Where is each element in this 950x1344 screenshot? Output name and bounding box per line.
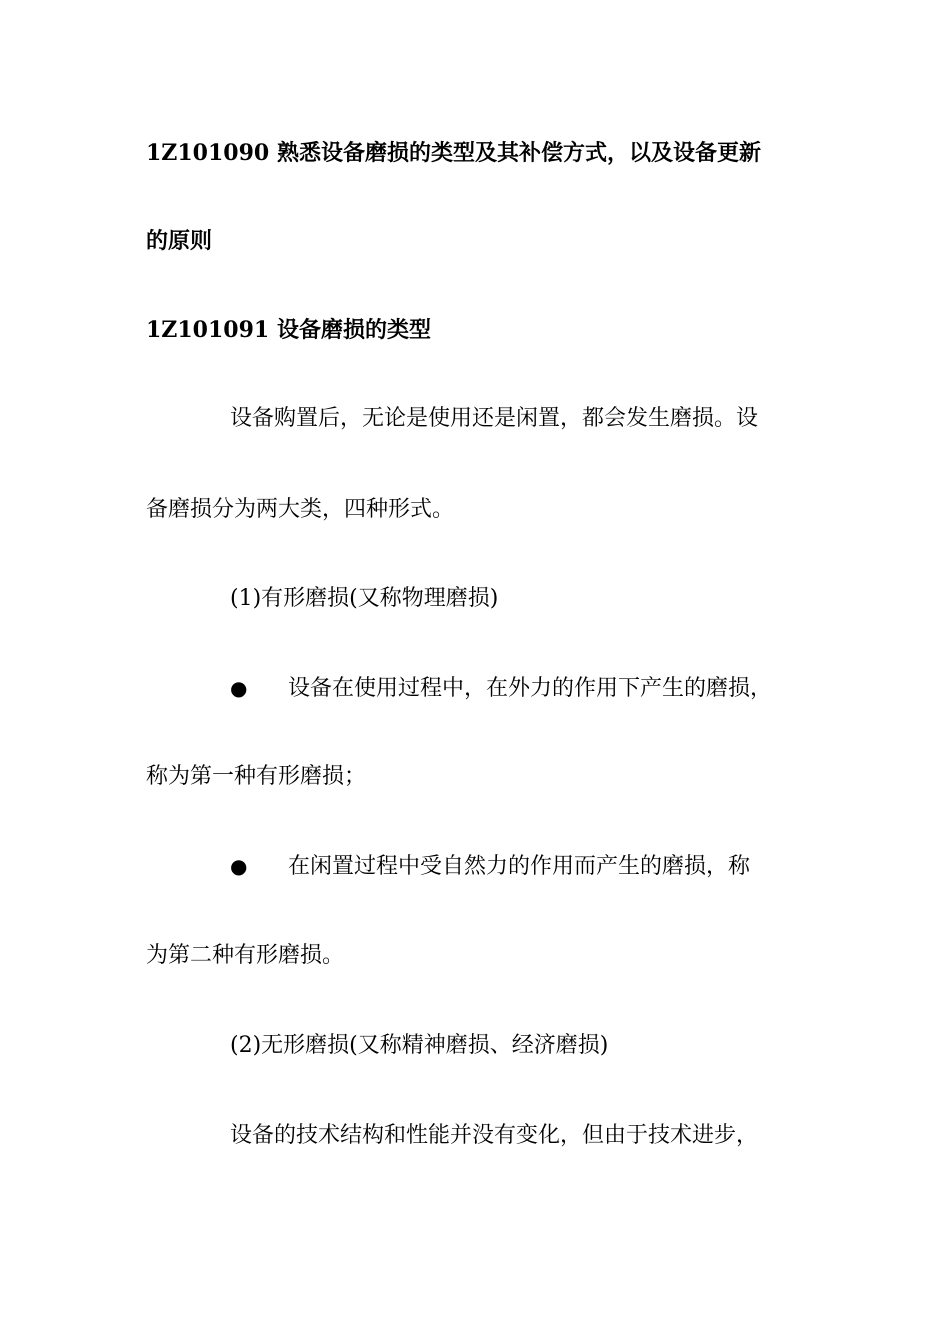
- bullet-item-2-text: 在闲置过程中受自然力的作用而产生的磨损，称: [288, 854, 751, 879]
- bullet-item-2: [230, 852, 750, 881]
- bullet-dot-icon: ●: [230, 854, 248, 878]
- section-code: 1Z101090: [146, 140, 270, 166]
- section-heading-line1: [146, 139, 761, 167]
- intangible-wear-heading: (2)无形磨损(又称精神磨损、经济磨损): [230, 1033, 609, 1058]
- section-heading-line2: 的原则: [146, 228, 213, 254]
- section-title: 熟悉设备磨损的类型及其补偿方式，以及设备更新: [277, 140, 762, 166]
- bullet-dot-icon: ●: [230, 676, 248, 700]
- bullet-item-1: [230, 674, 772, 703]
- bullet-item-1-continuation: 称为第一种有形磨损；: [146, 764, 367, 789]
- bullet-item-2-continuation: 为第二种有形磨损。: [146, 943, 345, 968]
- bullet-item-1-text: 设备在使用过程中，在外力的作用下产生的磨损，: [288, 676, 773, 701]
- subsection-title: 设备磨损的类型: [277, 317, 432, 343]
- subsection-code: 1Z101091: [146, 317, 270, 343]
- intro-paragraph-line2: 备磨损分为两大类，四种形式。: [146, 497, 455, 522]
- tangible-wear-heading: (1)有形磨损(又称物理磨损): [230, 586, 499, 611]
- intro-paragraph-line1: 设备购置后，无论是使用还是闲置，都会发生磨损。设: [230, 406, 759, 431]
- intangible-paragraph-line1: 设备的技术结构和性能并没有变化，但由于技术进步，: [230, 1123, 759, 1148]
- subsection-heading: [146, 316, 431, 344]
